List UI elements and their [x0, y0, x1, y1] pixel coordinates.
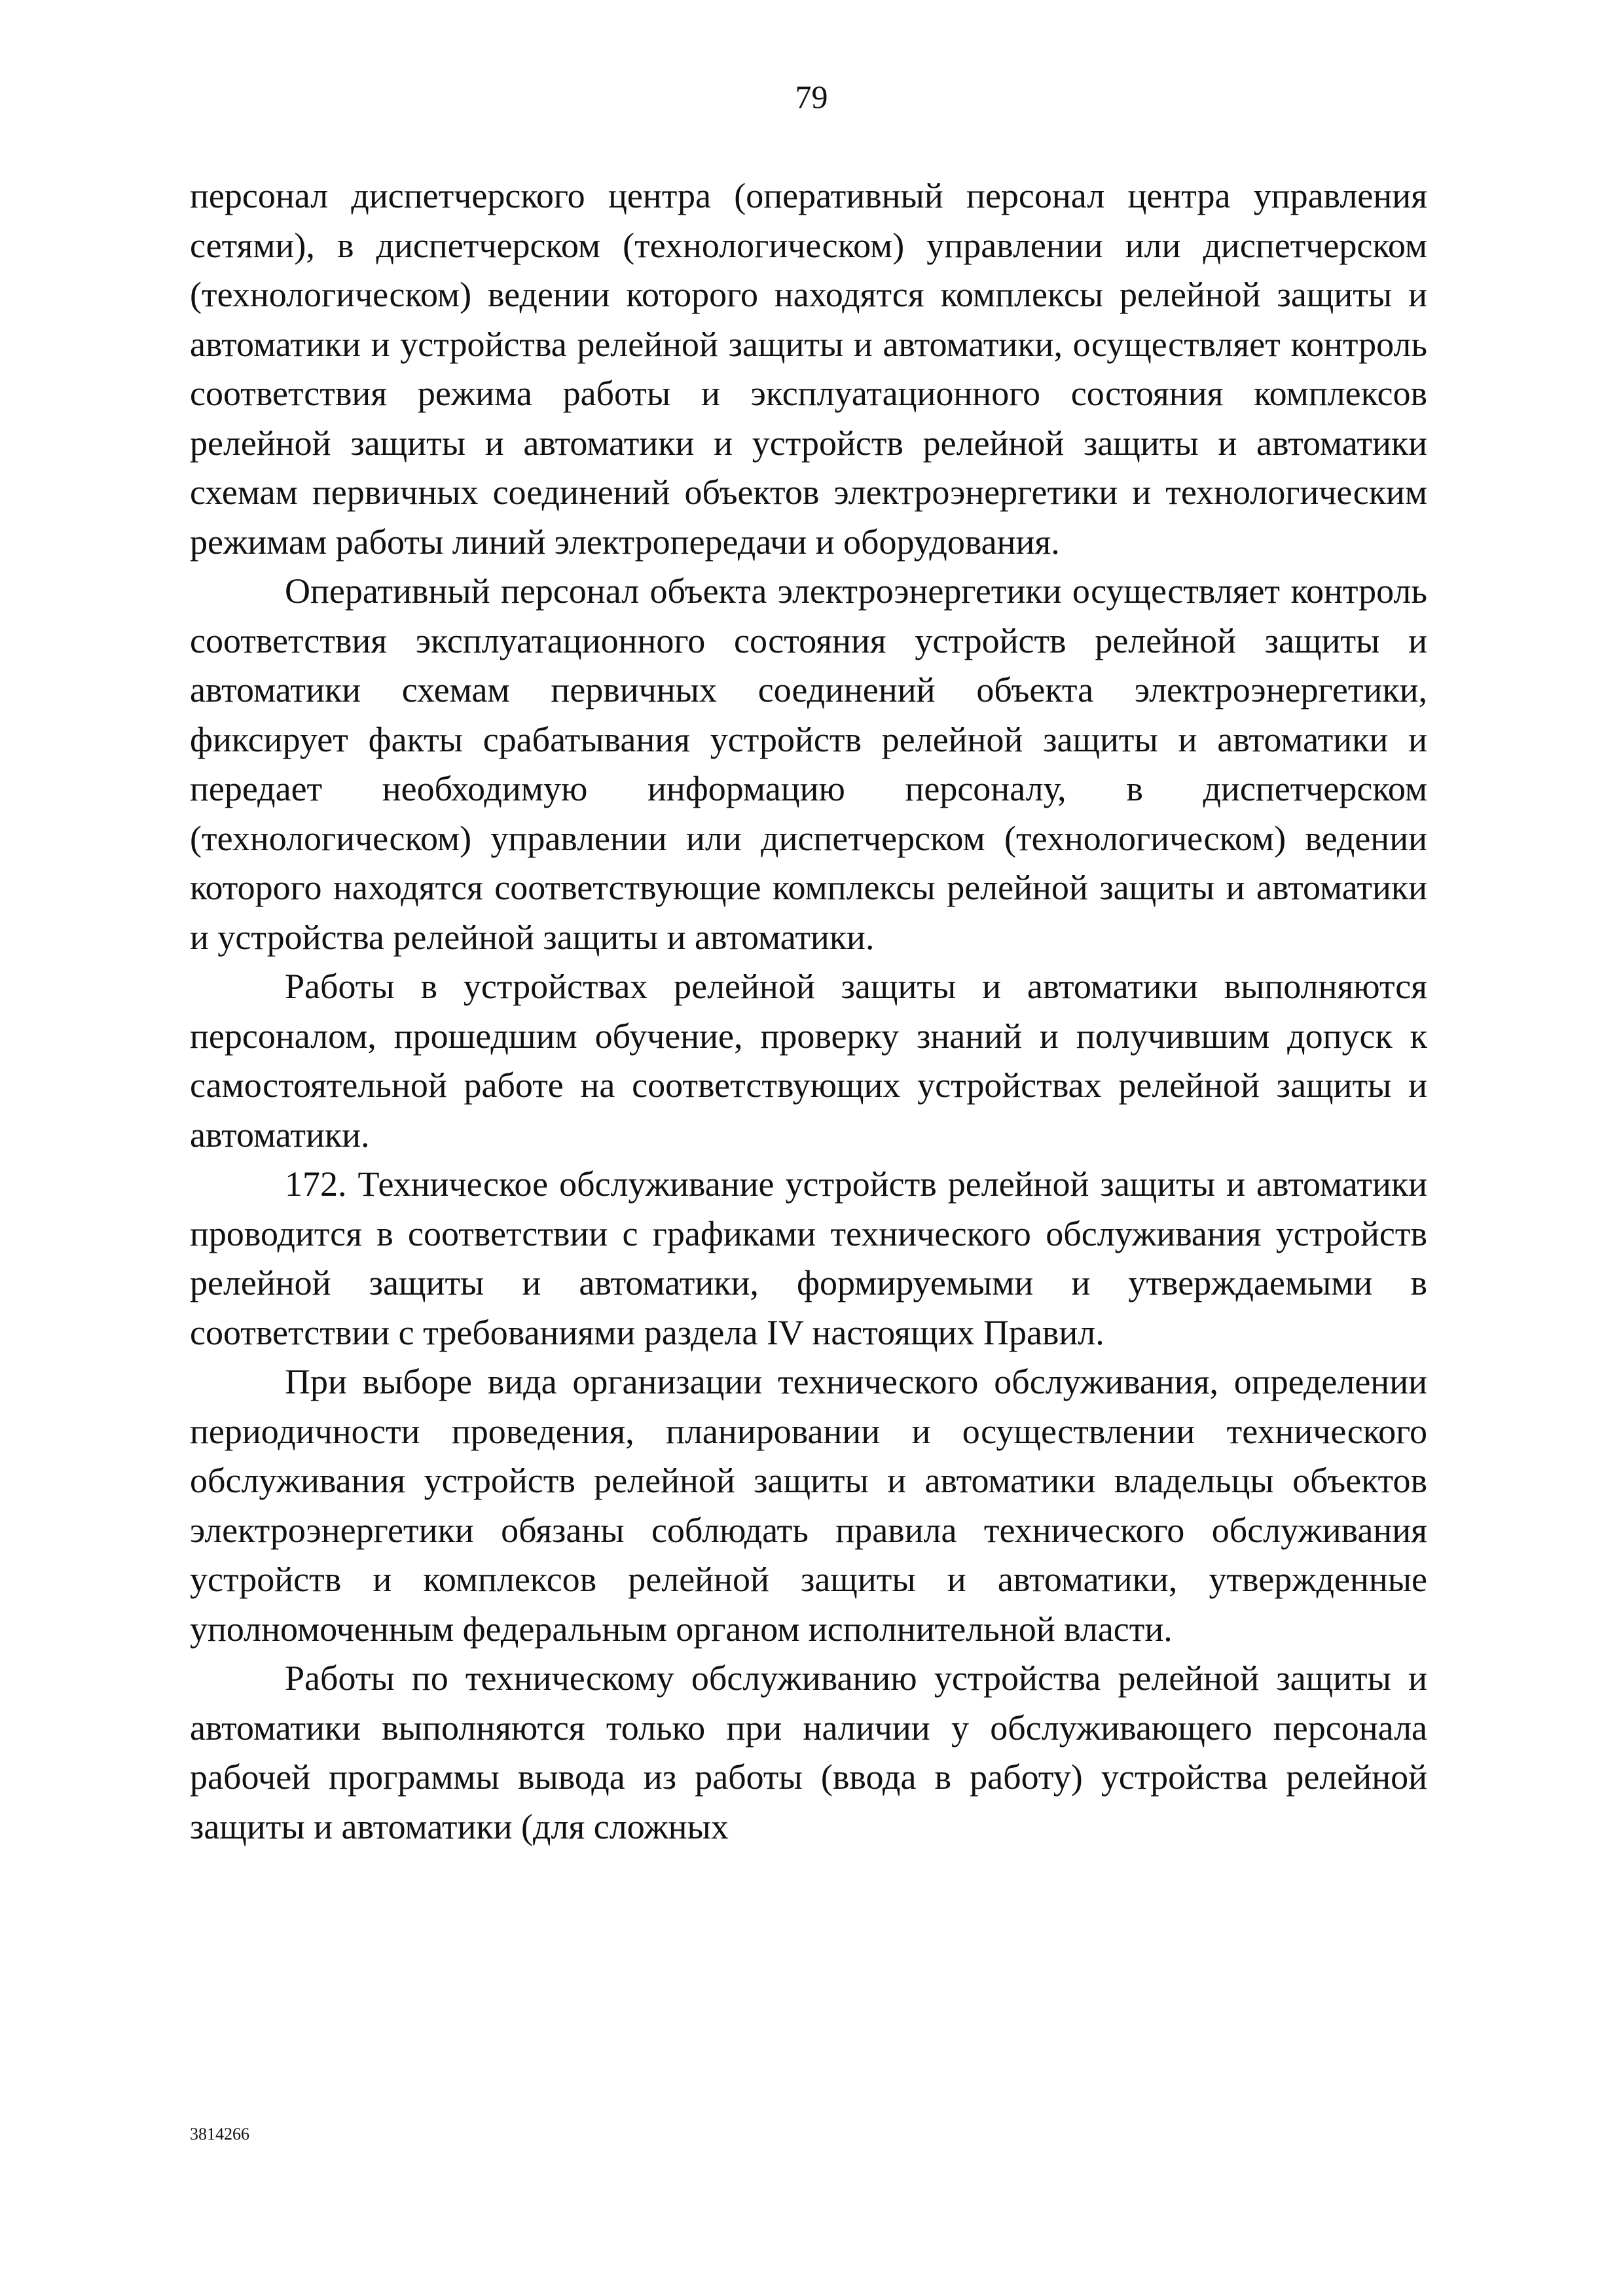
paragraph-2: Оперативный персонал объекта электроэнергетики осуществляет контроль соответствия эксплуатационного состояния устройств релейной защиты и автоматики схемам первичных соединений объекта электроэнергетики, фиксирует факты срабатывания устройств релейной защиты и автоматики и передает необходимую информацию персоналу, в диспетчерском (технологическом) управлении или диспетчерском (технологическом) ведении которого находятся соответствующие комплексы релейной защиты и автоматики и устройства релейной защиты и автоматики. [190, 571, 1427, 957]
paragraph-5: При выборе вида организации технического обслуживания, определении периодичности проведения, планировании и осуществлении технического обслуживания устройств релейной защиты и автоматики владельцы объектов электроэнергетики обязаны соблюдать правила технического обслуживания устройств и комплексов релейной защиты и автоматики, утвержденные уполномоченным федеральным органом исполнительной власти. [190, 1362, 1427, 1649]
paragraph-3: Работы в устройствах релейной защиты и автоматики выполняются персоналом, прошедшим обучение, проверку знаний и получившим допуск к самостоятельной работе на соответствующих устройствах релейной защиты и автоматики. [190, 967, 1427, 1155]
paragraph-4: 172. Техническое обслуживание устройств релейной защиты и автоматики проводится в соответствии с графиками технического обслуживания устройств релейной защиты и автоматики, формируемыми и утверждаемыми в соответствии с требованиями раздела IV настоящих Правил. [190, 1164, 1427, 1352]
paragraph-1: персонал диспетчерского центра (оперативный персонал центра управления сетями), в диспетчерском (технологическом) управлении или диспетчерском (технологическом) ведении которого находятся комплексы релейной защиты и автоматики и устройства релейной защиты и автоматики, осуществляет контроль соответствия режима работы и эксплуатационного состояния комплексов релейной защиты и автоматики и устройств релейной защиты и автоматики схемам первичных соединений объектов электроэнергетики и технологическим режимам работы линий электропередачи и оборудования. [190, 176, 1427, 562]
document-body [190, 171, 1427, 1852]
page-number: 79 [795, 79, 828, 115]
paragraph-6: Работы по техническому обслуживанию устройства релейной защиты и автоматики выполняются только при наличии у обслуживающего персонала рабочей программы вывода из работы (ввода в работу) устройства релейной защиты и автоматики (для сложных [190, 1659, 1427, 1846]
document-code: 3814266 [190, 2125, 249, 2144]
